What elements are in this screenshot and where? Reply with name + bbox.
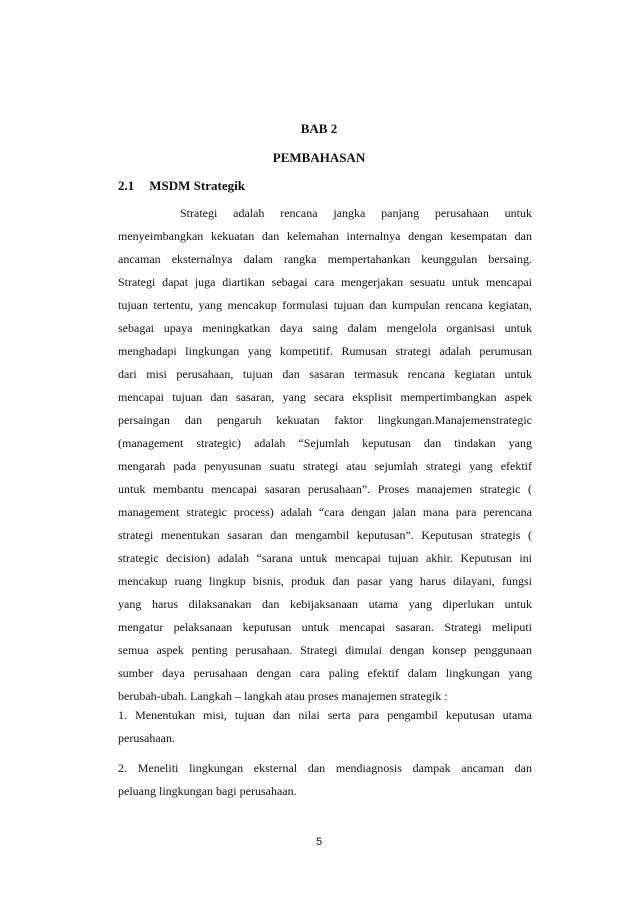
list-item-1-line-1: 1. Menentukan misi, tujuan dan nilai serta para pengambil keputusan utama <box>118 708 532 722</box>
paragraph-line: mengatur pelaksanaan keputusan untuk mencapai sasaran. Strategi meliputi <box>118 620 532 634</box>
paragraph-line: strategi menentukan sasaran dan mengambil keputusan”. Keputusan strategis ( <box>118 528 532 542</box>
paragraph-line: semua aspek penting perusahaan. Strategi dimulai dengan konsep penggunaan <box>118 643 532 657</box>
paragraph-line: yang harus dilaksanakan dan kebijaksanaan utama yang diperlukan untuk <box>118 597 532 611</box>
list-item-1-line-2: perusahaan. <box>118 731 175 745</box>
page-number: 5 <box>315 836 323 848</box>
paragraph-line: mencakup ruang lingkup bisnis, produk dan pasar yang harus dilayani, fungsi <box>118 574 532 588</box>
section-number: 2.1 <box>118 178 135 193</box>
chapter-label: BAB 2 <box>300 121 338 136</box>
paragraph-line: untuk membantu mencapai sasaran perusahaan”. Proses manajemen strategic ( <box>118 482 532 496</box>
paragraph-line: Strategi adalah rencana jangka panjang perusahaan untuk <box>180 206 532 220</box>
paragraph-line: tujuan tertentu, yang mencakup formulasi tujuan dan kumpulan rencana kegiatan, <box>118 298 532 312</box>
paragraph-line: menghadapi lingkungan yang kompetitif. Rumusan strategi adalah perumusan <box>118 344 532 358</box>
paragraph-line: persaingan dan pengaruh kekuatan faktor lingkungan.Manajemenstrategic <box>118 413 532 427</box>
paragraph-line: mencapai tujuan dan sasaran, yang secara eksplisit mempertimbangkan aspek <box>118 390 532 404</box>
paragraph-line: dari misi perusahaan, tujuan dan sasaran termasuk rencana kegiatan untuk <box>118 367 532 381</box>
paragraph-line: menyeimbangkan kekuatan dan kelemahan internalnya dengan kesempatan dan <box>118 229 532 243</box>
section-heading <box>118 178 245 194</box>
paragraph-line: (management strategic) adalah “Sejumlah keputusan dan tindakan yang <box>118 436 532 450</box>
paragraph-line: berubah-ubah. Langkah – langkah atau proses manajemen strategik : <box>118 689 448 703</box>
chapter-title: PEMBAHASAN <box>272 150 366 165</box>
list-item-2-line-2: peluang lingkungan bagi perusahaan. <box>118 784 297 798</box>
paragraph-line: sumber daya perusahaan dengan cara paling efektif dalam lingkungan yang <box>118 666 532 680</box>
paragraph-line: mengarah pada penyusunan suatu strategi atau sejumlah strategi yang efektif <box>118 459 532 473</box>
list-item-2-line-1: 2. Meneliti lingkungan eksternal dan mendiagnosis dampak ancaman dan <box>118 761 532 775</box>
paragraph-line: Strategi dapat juga diartikan sebagai cara mengerjakan sesuatu untuk mencapai <box>118 275 532 289</box>
paragraph-line: management strategic process) adalah “cara dengan jalan mana para perencana <box>118 505 532 519</box>
paragraph-line: sebagai upaya meningkatkan daya saing dalam mengelola organisasi untuk <box>118 321 532 335</box>
section-title: MSDM Strategik <box>149 178 245 193</box>
paragraph-line: strategic decision) adalah “sarana untuk mencapai tujuan akhir. Keputusan ini <box>118 551 532 565</box>
paragraph-line: ancaman eksternalnya dalam rangka mempertahankan keunggulan bersaing. <box>118 252 532 266</box>
